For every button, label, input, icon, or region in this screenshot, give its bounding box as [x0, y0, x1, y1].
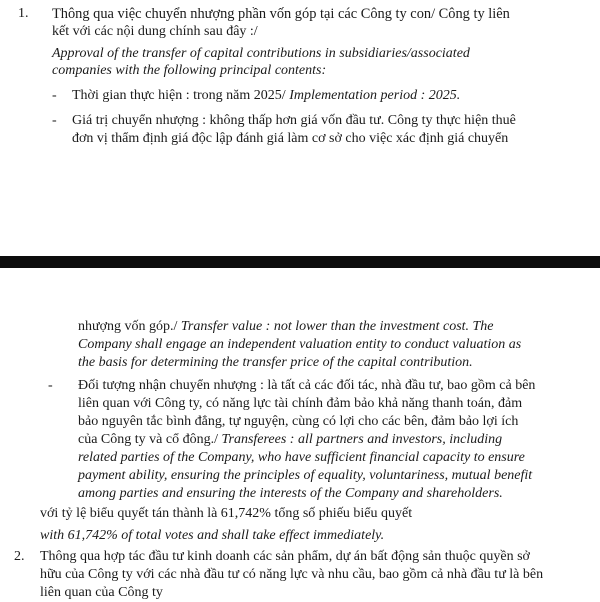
transferees-line-5: related parties of the Company, who have sufficient financial capacity to ensure [78, 450, 525, 465]
document-top-fragment [0, 0, 600, 256]
item-2-line-2: hữu của Công ty với các nhà đầu tư có năng lực và nhu cầu, bao gồm cả nhà đầu tư là bên [40, 567, 544, 582]
continuation-vi: nhượng vốn góp./ [78, 319, 181, 334]
item-1-en-line-2: companies with the following principal contents: [52, 63, 327, 78]
vote-vi: với tỷ lệ biểu quyết tán thành là 61,742% tổng số phiếu biểu quyết [40, 506, 413, 521]
item-1-vi-line-2: kết với các nội dung chính sau đây :/ [52, 24, 258, 39]
item-2-line-3: liên quan của Công ty [40, 585, 163, 600]
transferees-line-1: Đối tượng nhận chuyển nhượng : là tất cả các đối tác, nhà đầu tư, bao gồm cả bên [78, 378, 536, 393]
item-1-number: 1. [18, 6, 29, 21]
transferees-dash: - [48, 378, 53, 393]
continuation-line-3: the basis for determining the transfer price of the capital contribution. [78, 355, 473, 370]
transferees-line-3: bảo nguyên tắc bình đẳng, tự nguyện, cùng có lợi cho các bên, đảm bảo lợi ích [78, 414, 519, 429]
item-1-vi-line-1: Thông qua việc chuyển nhượng phần vốn góp tại các Công ty con/ Công ty liên [52, 6, 510, 22]
continuation-line-2: Company shall engage an independent valuation entity to conduct valuation as [78, 337, 522, 352]
bullet-1-en: Implementation period : 2025. [289, 88, 461, 103]
bullet-2-line-1: Giá trị chuyển nhượng : không thấp hơn giá vốn đầu tư. Công ty thực hiện thuê [72, 113, 516, 128]
bullet-2-line-2: đơn vị thẩm định giá độc lập đánh giá làm cơ sở cho việc xác định giá chuyển [72, 131, 509, 146]
document-bottom-fragment [0, 268, 600, 600]
continuation-line-1 [78, 318, 494, 336]
transferees-vi-tail: của Công ty và cổ đông./ [78, 432, 222, 447]
page-split-bar [0, 256, 600, 268]
vote-en: with 61,742% of total votes and shall take effect immediately. [40, 528, 385, 543]
item-1-en-line-1: Approval of the transfer of capital contributions in subsidiaries/associated [52, 46, 470, 61]
item-2-line-1: Thông qua hợp tác đầu tư kinh doanh các sản phẩm, dự án bất động sản thuộc quyền sở [40, 549, 530, 564]
bullet-1-vi: Thời gian thực hiện : trong năm 2025/ [72, 88, 290, 103]
bullet-1-dash: - [52, 88, 57, 103]
transferees-line-4 [78, 431, 502, 449]
bullet-1-text [72, 87, 460, 105]
item-2-number: 2. [14, 549, 25, 564]
transferees-line-6: payment ability, ensuring the principles of equality, voluntariness, mutual benefit [78, 468, 533, 483]
transferees-en-head: Transferees : all partners and investors, including [221, 432, 503, 447]
transferees-line-7: among parties and ensuring the interests of the Company and shareholders. [78, 486, 503, 501]
continuation-en: Transfer value : not lower than the investment cost. The [180, 319, 494, 334]
bullet-2-dash: - [52, 113, 57, 128]
transferees-line-2: liên quan với Công ty, có năng lực tài chính đảm bảo khả năng thanh toán, đảm [78, 396, 523, 411]
